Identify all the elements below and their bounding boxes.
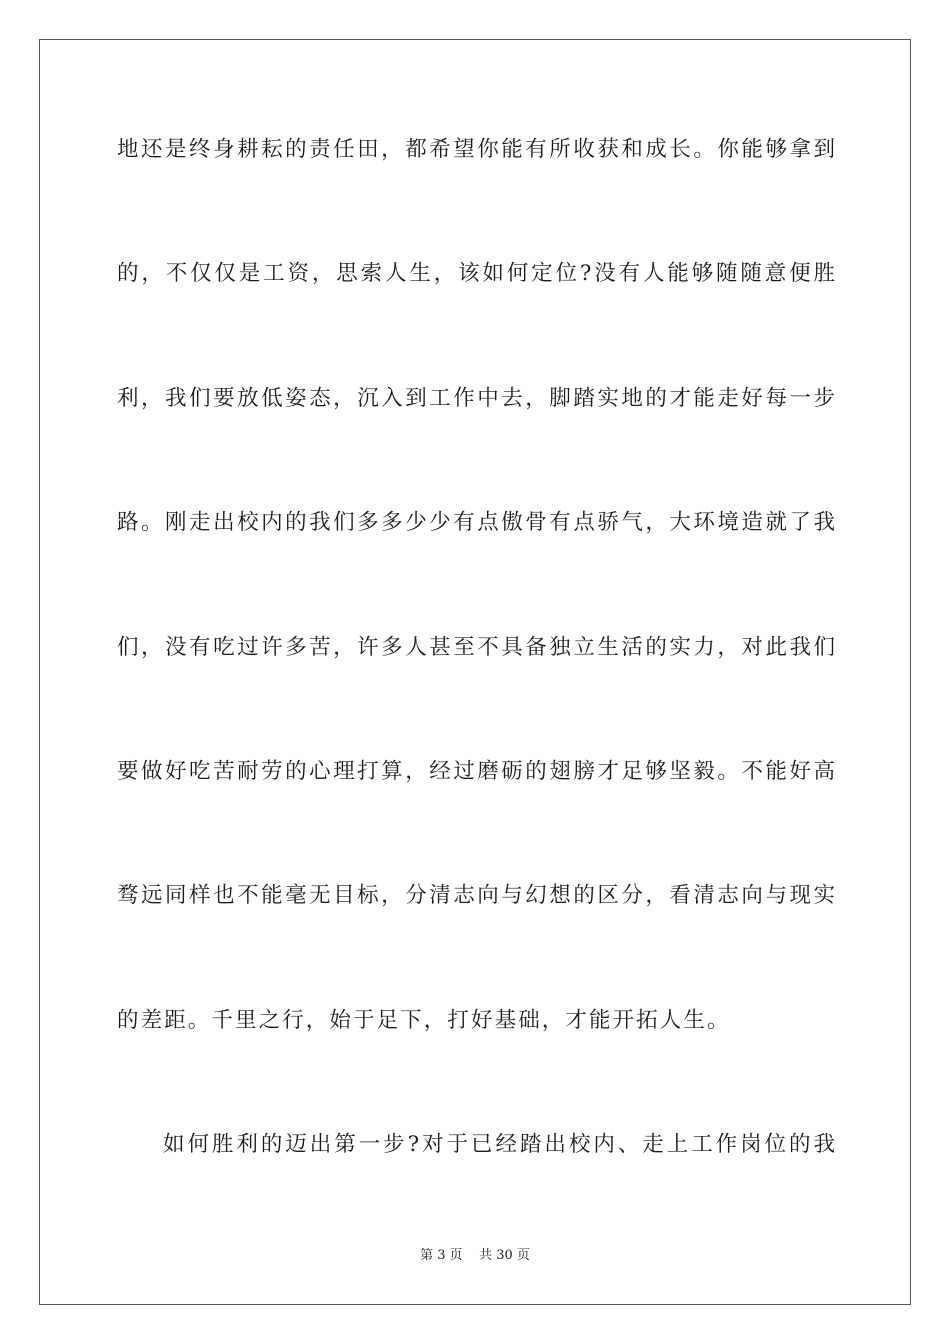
page-footer <box>0 1247 950 1265</box>
paragraph-line: 要做好吃苦耐劳的心理打算，经过磨砺的翅膀才足够坚毅。不能好高 <box>117 758 835 784</box>
paragraph-line-last: 的差距。千里之行，始于足下，打好基础，才能开拓人生。 <box>117 1007 731 1033</box>
document-body <box>117 129 835 1249</box>
paragraph-line: 们，没有吃过许多苦，许多人甚至不具备独立生活的实力，对此我们 <box>117 634 835 660</box>
paragraph-line: 地还是终身耕耘的责任田，都希望你能有所收获和成长。你能够拿到 <box>117 137 835 162</box>
paragraph-line: 路。刚走出校内的我们多多少少有点傲骨有点骄气，大环境造就了我 <box>117 510 835 536</box>
paragraph-line: 的，不仅仅是工资，思索人生，该如何定位?没有人能够随随意便胜 <box>117 261 835 287</box>
paragraph-first-line: 如何胜利的迈出第一步?对于已经踏出校内、走上工作岗位的我 <box>163 1132 835 1158</box>
paragraph-line: 骛远同样也不能毫无目标，分清志向与幻想的区分，看清志向与现实 <box>117 883 835 909</box>
paragraph-line: 利，我们要放低姿态，沉入到工作中去，脚踏实地的才能走好每一步 <box>117 385 835 411</box>
page-number-label: 第 3 页 共 30 页 <box>420 1248 530 1263</box>
